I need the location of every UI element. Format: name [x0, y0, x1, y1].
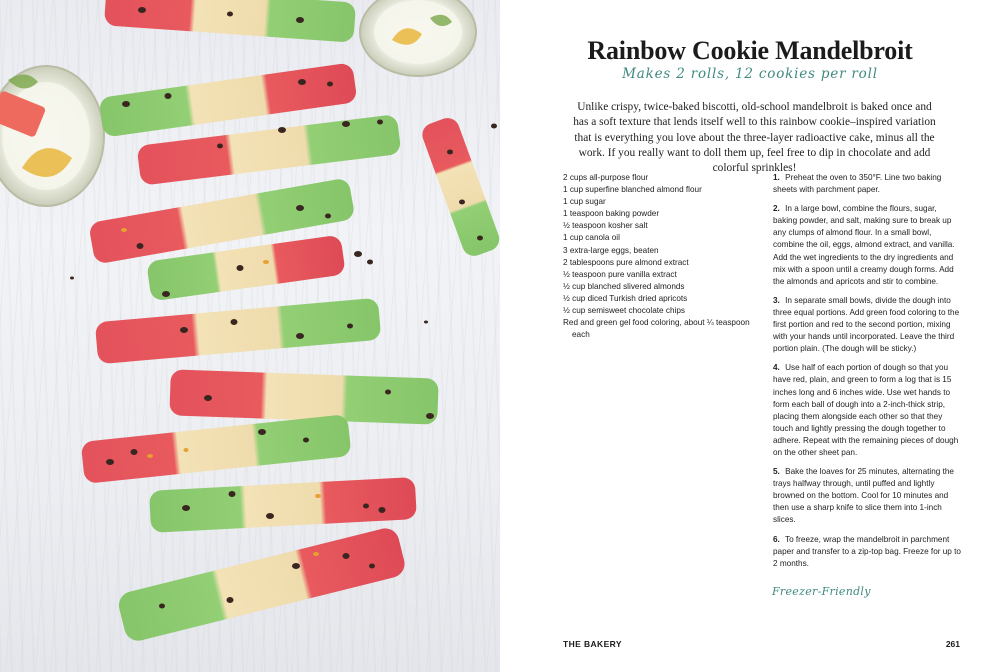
footer-section-name: THE BAKERY: [563, 639, 622, 649]
step-text: Bake the loaves for 25 minutes, alternating the trays halfway through, until puffed and lightly browned on the bottom. Cool for 10 minutes and then use a sharp knife to slice them into 1-inch slices.: [773, 467, 954, 525]
cookie-slice-side: [419, 115, 500, 260]
step-number: 6.: [773, 534, 780, 544]
freezer-friendly-tag: Freezer-Friendly: [772, 585, 871, 598]
recipe-page: [500, 0, 1000, 672]
ingredient-item: 1 cup superfine blanched almond flour: [563, 185, 702, 195]
ingredient-item: 1 teaspoon baking powder: [563, 209, 660, 219]
ingredient-item: Red and green gel food coloring, about ¼ teaspoon each: [563, 318, 750, 340]
ingredient-item: 1 cup sugar: [563, 197, 606, 207]
ingredient-item: 2 cups all-purpose flour: [563, 173, 649, 182]
cookie-slice-1: [104, 0, 356, 43]
recipe-title: Rainbow Cookie Mandelbroit: [587, 36, 913, 65]
ingredient-item: ½ cup blanched slivered almonds: [563, 281, 685, 291]
page-number: 261: [945, 639, 960, 649]
step-text: To freeze, wrap the mandelbroit in parchment paper and transfer to a zip-top bag. Freeze for up to 2 months.: [773, 534, 961, 568]
ingredient-item: ½ cup semisweet chocolate chips: [563, 306, 685, 316]
cookie-slice-6: [95, 298, 382, 365]
ingredient-item: ½ cup diced Turkish dried apricots: [563, 293, 688, 303]
milk-glass-left: [0, 66, 104, 206]
method-step: [773, 362, 963, 459]
method-step: [773, 466, 963, 526]
method-step: [773, 172, 963, 196]
ingredients-list: [563, 172, 753, 341]
ingredient-item: ½ teaspoon kosher salt: [563, 221, 648, 231]
cookie-slice-8: [81, 414, 352, 484]
step-text: In separate small bowls, divide the dough into three equal portions. Add green food coloring to the first portion and red to the second portion, mixing with your hands until incorporated. Leave the third portion plain. (The dough will be sticky.): [773, 295, 960, 354]
ingredient-item: 2 tablespoons pure almond extract: [563, 257, 689, 267]
recipe-intro: Unlike crispy, twice-baked biscotti, old-school mandelbroit is baked once and has a soft texture that lends itself well to this rainbow cookie–inspired variation that is everything you love about the three-layer radioactive cake, minus all the work. If you really want to doll them up, feel free to dip in chocolate and add colorful sprinkles!: [573, 101, 936, 175]
step-number: 3.: [773, 295, 780, 305]
step-number: 1.: [773, 173, 780, 182]
milk-glass-top: [360, 0, 476, 76]
ingredient-item: 1 cup canola oil: [563, 233, 620, 243]
recipe-yield: Makes 2 rolls, 12 cookies per roll: [622, 66, 878, 82]
step-text: Preheat the oven to 350°F. Line two baking sheets with parchment paper.: [773, 173, 942, 195]
step-number: 4.: [773, 363, 780, 373]
cookie-slice-9: [149, 477, 417, 533]
method-step: [773, 295, 963, 355]
method-step: [773, 534, 963, 570]
ingredient-item: ½ teaspoon pure vanilla extract: [563, 269, 677, 279]
step-text: In a large bowl, combine the flours, sugar, baking powder, and salt, making sure to break up any clumps of almond flour. In a small bowl, combine the oil, eggs, almond extract, and vanilla. Add the wet ingredients to the dry ingredients and mix with a spoon until a creamy dough forms. Add the almonds and apricots and stir to combine.: [773, 204, 955, 286]
cookie-slice-10: [116, 525, 408, 643]
step-number: 2.: [773, 204, 780, 214]
method-step: [773, 203, 963, 288]
ingredient-item: 3 extra-large eggs, beaten: [563, 245, 659, 255]
method-steps: [773, 172, 963, 577]
step-number: 5.: [773, 467, 780, 477]
step-text: Use half of each portion of dough so that you have red, plain, and green to form a log that is 15 inches long and 6 inches wide. Use wet hands to form each ball of dough into a 2-inch-thick strip, placing them alongside each other so that they touch and lightly pressing the dough together to adhere. Repeat with the remaining pieces of dough on the other sheet pan.: [773, 363, 959, 457]
